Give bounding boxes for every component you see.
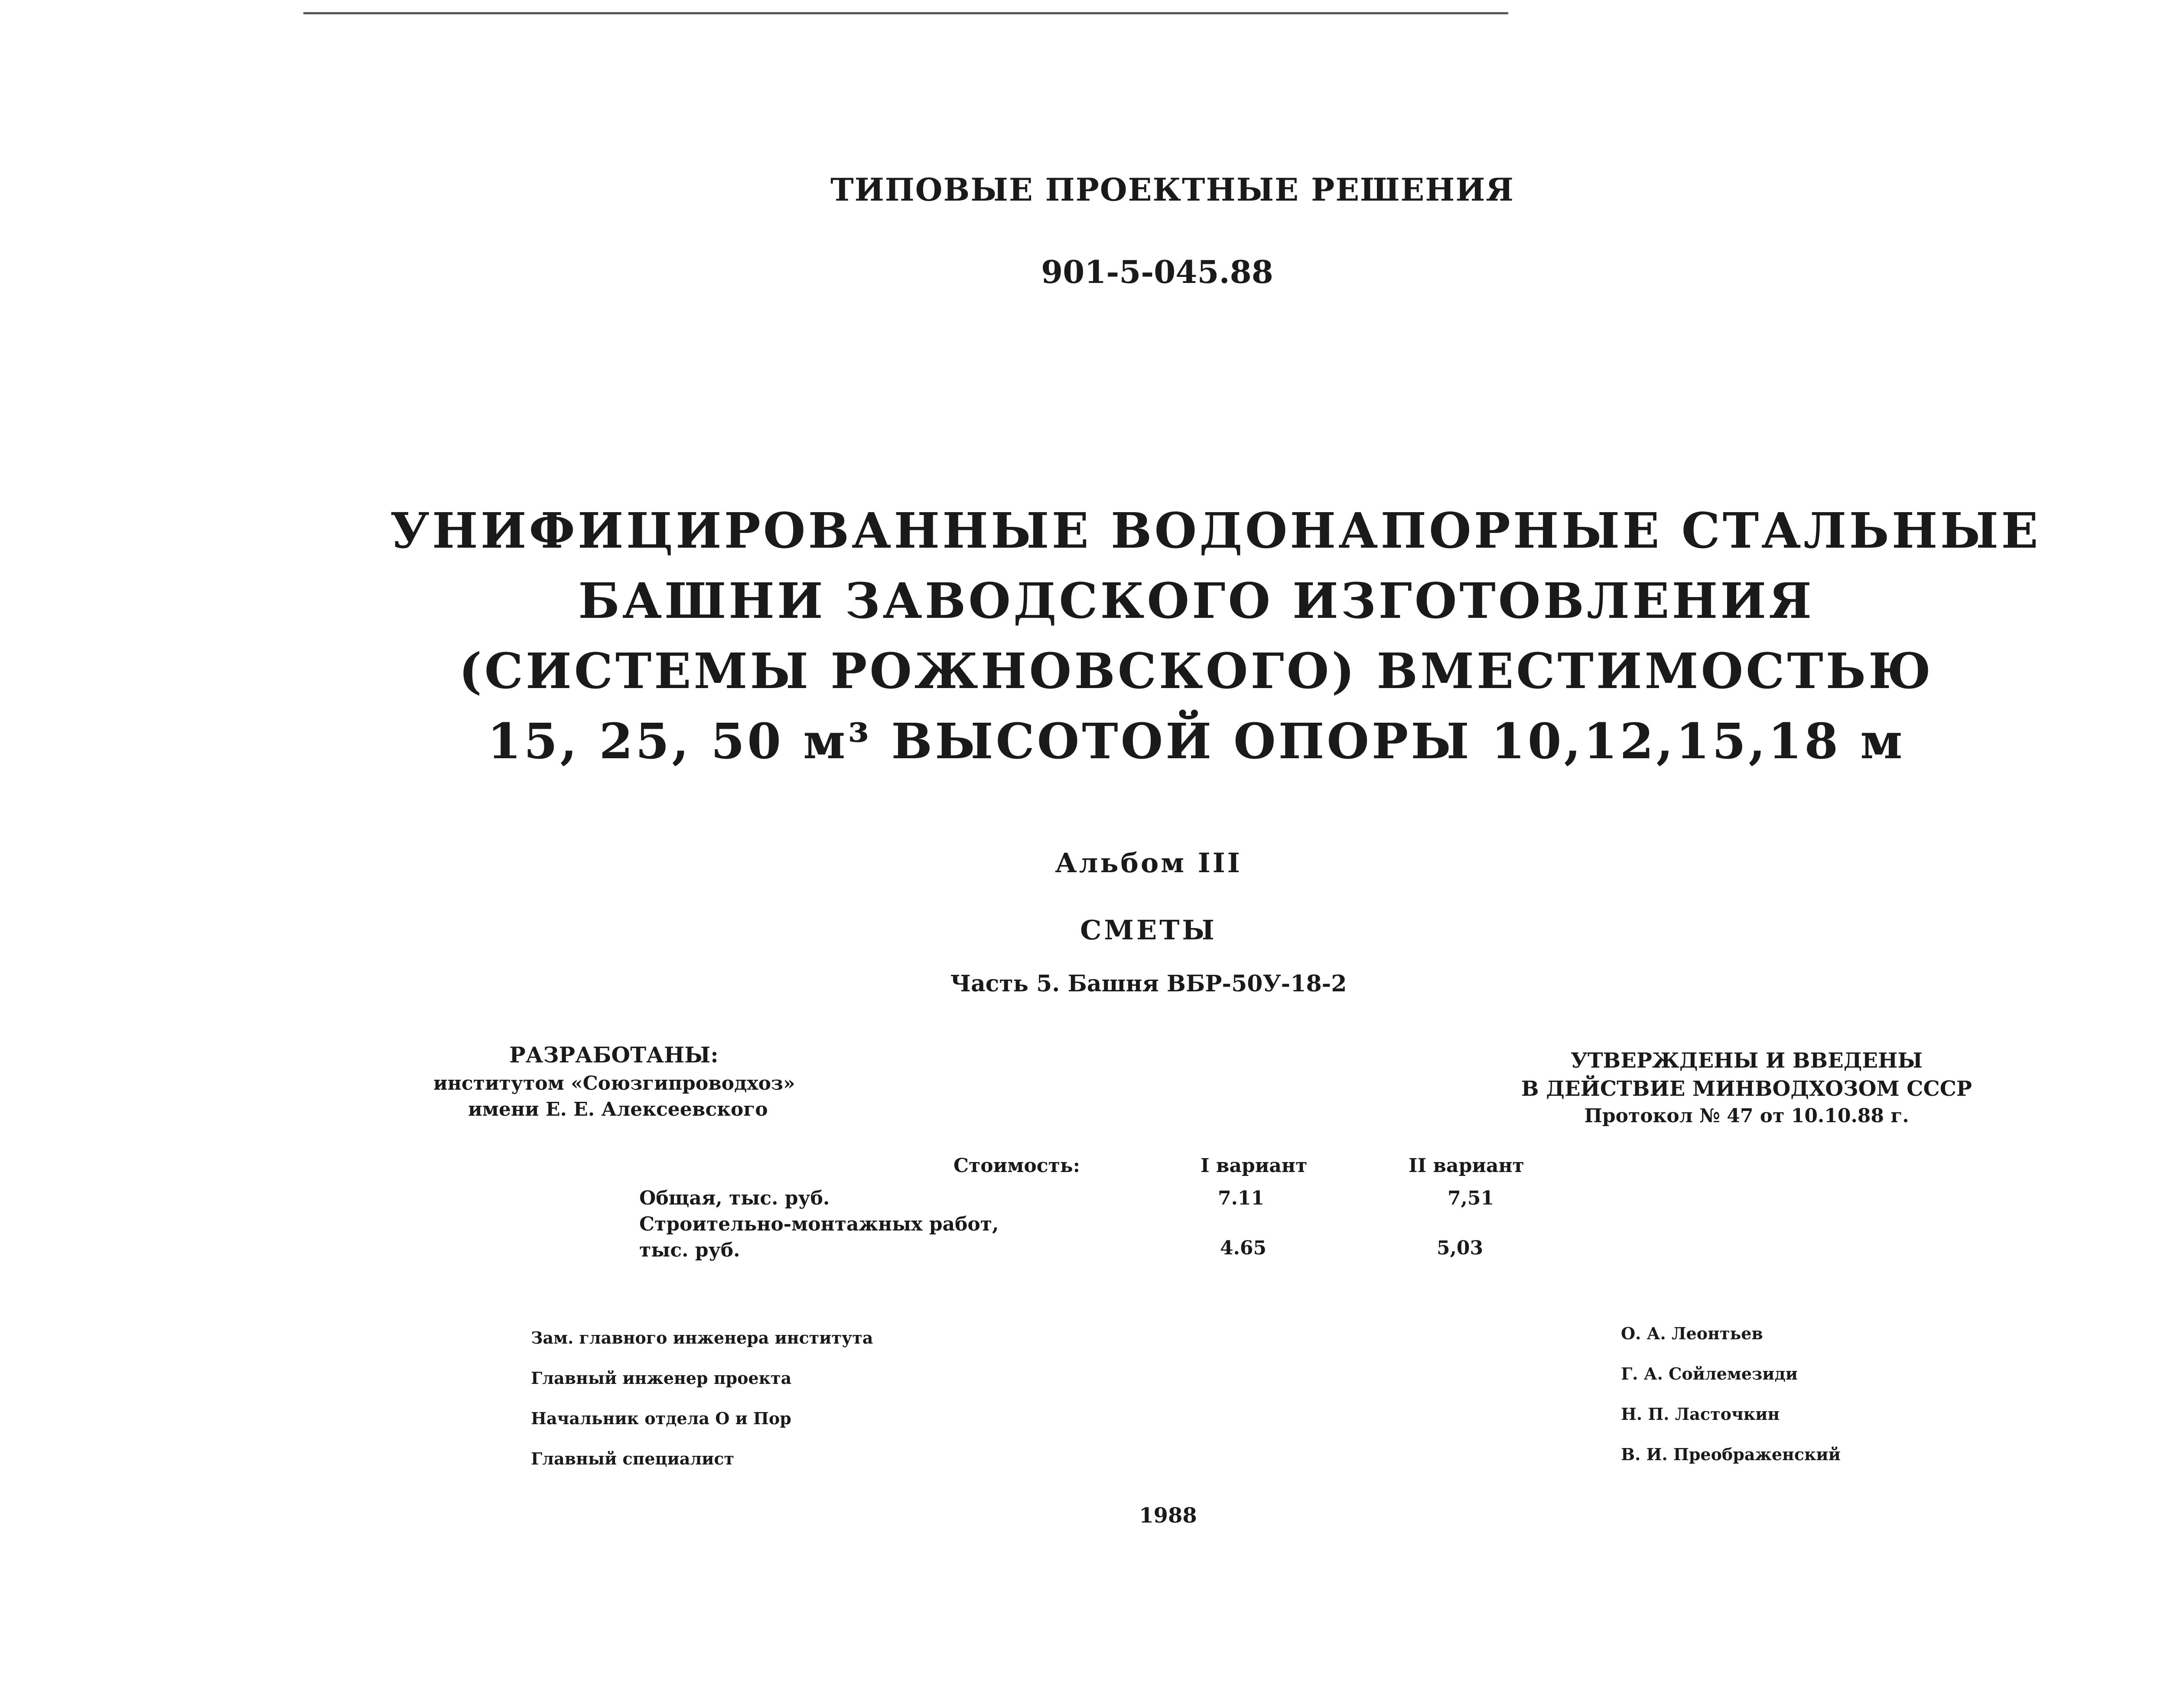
approved-line-1: УТВЕРЖДЕНЫ И ВВЕДЕНЫ	[1571, 1049, 1923, 1073]
cost-row-construction-v2: 5,03	[1437, 1237, 1484, 1259]
year: 1988	[1139, 1503, 1197, 1528]
cost-label: Стоимость:	[953, 1155, 1080, 1177]
signature-role: Главный специалист	[531, 1449, 735, 1468]
developed-institute: институтом «Союзгипроводхоз»	[433, 1072, 795, 1094]
signature-name: Н. П. Ласточкин	[1621, 1404, 1780, 1424]
developed-institute-name: имени Е. Е. Алексеевского	[468, 1098, 768, 1120]
cost-row-construction-v1: 4.65	[1220, 1237, 1267, 1259]
top-rule	[303, 12, 1508, 14]
cost-row-total-v2: 7,51	[1448, 1187, 1494, 1209]
title-line-2: БАШНИ ЗАВОДСКОГО ИЗГОТОВЛЕНИЯ	[578, 573, 1814, 630]
cost-variant-1-header: I вариант	[1201, 1155, 1308, 1177]
signature-name: О. А. Леонтьев	[1621, 1324, 1763, 1343]
developed-label: РАЗРАБОТАНЫ:	[509, 1042, 719, 1068]
cost-row-construction-label: Строительно-монтажных работ,	[639, 1213, 999, 1235]
signature-name: В. И. Преображенский	[1621, 1445, 1841, 1464]
album-label: Альбом III	[1055, 847, 1242, 879]
part-label: Часть 5. Башня ВБР-50У-18-2	[950, 971, 1347, 997]
approved-protocol: Протокол № 47 от 10.10.88 г.	[1584, 1105, 1909, 1127]
title-line-1: УНИФИЦИРОВАННЫЕ ВОДОНАПОРНЫЕ СТАЛЬНЫЕ	[390, 503, 2041, 559]
series-number: 901-5-045.88	[1041, 253, 1273, 290]
section-title: СМЕТЫ	[1080, 914, 1217, 946]
signature-role: Главный инженер проекта	[531, 1368, 792, 1388]
cost-variant-2-header: II вариант	[1409, 1155, 1524, 1177]
cost-row-total-v1: 7.11	[1218, 1187, 1265, 1209]
approved-line-2: В ДЕЙСТВИЕ МИНВОДХОЗОМ СССР	[1521, 1077, 1972, 1101]
signature-role: Начальник отдела О и Пор	[531, 1409, 791, 1428]
signature-name: Г. А. Сойлемезиди	[1621, 1364, 1798, 1383]
signature-role: Зам. главного инженера института	[531, 1328, 873, 1348]
cost-row-construction-label-unit: тыс. руб.	[639, 1239, 740, 1261]
cost-row-total-label: Общая, тыс. руб.	[639, 1187, 830, 1209]
title-line-4: 15, 25, 50 м³ ВЫСОТОЙ ОПОРЫ 10,12,15,18 м	[487, 713, 1905, 770]
series-title: ТИПОВЫЕ ПРОЕКТНЫЕ РЕШЕНИЯ	[830, 171, 1514, 208]
title-line-3: (СИСТЕМЫ РОЖНОВСКОГО) ВМЕСТИМОСТЬЮ	[459, 643, 1934, 700]
